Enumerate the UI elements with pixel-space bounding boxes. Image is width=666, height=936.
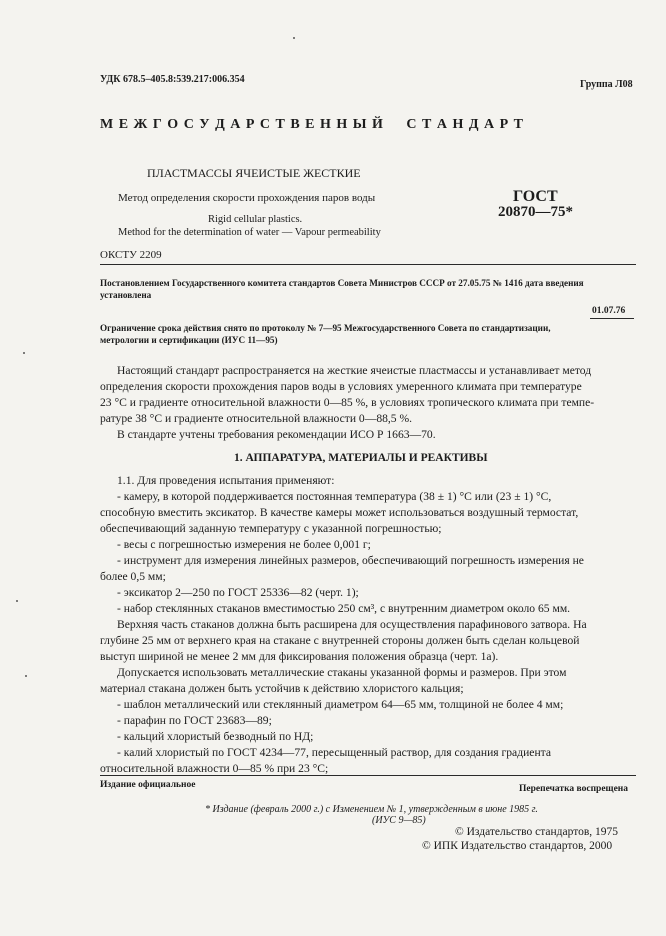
section-line: - калий хлористый по ГОСТ 4234—77, пересыщенный раствор, для создания градиента: [117, 746, 552, 759]
section-line: - парафин по ГОСТ 23683—89;: [117, 714, 272, 727]
section-line: - кальций хлористый безводный по НД;: [117, 730, 314, 743]
effective-date: 01.07.76: [592, 306, 626, 316]
divider-top: [100, 264, 636, 265]
intro-line: определения скорости прохождения паров воды в условиях умеренного климата при температуре: [100, 380, 582, 393]
title-ru: ПЛАСТМАССЫ ЯЧЕИСТЫЕ ЖЕСТКИЕ: [147, 166, 361, 180]
section-line: выступ шириной не менее 2 мм для фиксирования положения образца (черт. 1а).: [100, 650, 499, 663]
standard-banner: М Е Ж Г О С У Д А Р С Т В Е Н Н Ы Й С Т А Н Д А Р Т: [100, 117, 524, 132]
divider-bottom: [100, 775, 636, 776]
edition-note-ius: (ИУС 9—85): [372, 815, 426, 826]
limit-line-2: метрологии и сертификации (ИУС 11—95): [100, 335, 278, 345]
subtitle-ru: Метод определения скорости прохождения паров воды: [118, 192, 376, 204]
edition-note: * Издание (февраль 2000 г.) с Изменением № 1, утвержденным в июне 1985 г.: [205, 804, 538, 815]
section-line: Верхняя часть стаканов должна быть расширена для осуществления парафинового затвора. На: [117, 618, 587, 631]
section-line: - набор стеклянных стаканов вместимостью 250 см³, с внутренним диаметром около 65 мм.: [117, 602, 571, 615]
group-code: Группа Л08: [580, 79, 633, 90]
intro-line: В стандарте учтены требования рекомендации ИСО Р 1663—70.: [117, 428, 436, 441]
okstu-code: ОКСТУ 2209: [100, 249, 162, 261]
scan-speck: [293, 37, 295, 39]
section-line: - шаблон металлический или стеклянный диаметром 64—65 мм, толщиной не более 4 мм;: [117, 698, 564, 711]
decree-line-1: Постановлением Государственного комитета стандартов Совета Министров СССР от 27.05.75 № 1416 дата введения: [100, 278, 584, 288]
decree-line-2: установлена: [100, 290, 152, 300]
section-line: обеспечивающий заданную температуру с указанной погрешностью;: [100, 522, 442, 535]
copyright-2000: © ИПК Издательство стандартов, 2000: [422, 840, 613, 852]
reprint-notice: Перепечатка воспрещена: [519, 784, 629, 794]
intro-line: ратуре 38 °С и градиенте относительной влажности 0—88,5 %.: [100, 412, 413, 425]
section-line: способную вместить эксикатор. В качестве камеры может использоваться воздушный термостат,: [100, 506, 579, 519]
title-en: Rigid cellular plastics.: [208, 214, 303, 225]
section-line: относительной влажности 0—85 % при 23 °С;: [100, 762, 329, 775]
section-line: материал стакана должен быть устойчив к действию хлористого кальция;: [100, 682, 464, 695]
subtitle-en: Method for the determination of water — Vapour permeability: [118, 227, 381, 238]
gost-label: ГОСТ: [513, 188, 558, 205]
scan-speck: [23, 352, 25, 354]
section-line: 1.1. Для проведения испытания применяют:: [117, 474, 335, 487]
scan-speck: [25, 675, 27, 677]
date-underline: [590, 318, 634, 319]
gost-number: 20870—75*: [498, 204, 573, 220]
section-line: Допускается использовать металлические стаканы указанной формы и размеров. При этом: [117, 666, 567, 679]
limit-line-1: Ограничение срока действия снято по протоколу № 7—95 Межгосударственного Совета по стандартизации,: [100, 323, 551, 333]
section-line: - камеру, в которой поддерживается постоянная температура (38 ± 1) °С или (23 ± 1) °С,: [117, 490, 552, 503]
intro-line: Настоящий стандарт распространяется на жесткие ячеистые пластмассы и устанавливает метод: [117, 364, 592, 377]
udk-code: УДК 678.5–405.8:539.217:006.354: [100, 74, 245, 85]
section-line: глубине 25 мм от верхнего края на стакане с внутренней стороны должен быть сделан кольцевой: [100, 634, 580, 647]
copyright-1975: © Издательство стандартов, 1975: [455, 826, 619, 838]
section-line: более 0,5 мм;: [100, 570, 166, 583]
section-line: - весы с погрешностью измерения не более 0,001 г;: [117, 538, 371, 551]
section-heading: 1. АППАРАТУРА, МАТЕРИАЛЫ И РЕАКТИВЫ: [234, 452, 488, 464]
section-line: - инструмент для измерения линейных размеров, обеспечивающий погрешность измерения не: [117, 554, 584, 567]
section-line: - эксикатор 2—250 по ГОСТ 25336—82 (черт. 1);: [117, 586, 359, 599]
scan-speck: [16, 600, 18, 602]
intro-line: 23 °С и градиенте относительной влажности 0—85 %, в условиях тропического климата при темпе-: [100, 396, 595, 409]
official-edition: Издание официальное: [100, 780, 196, 790]
